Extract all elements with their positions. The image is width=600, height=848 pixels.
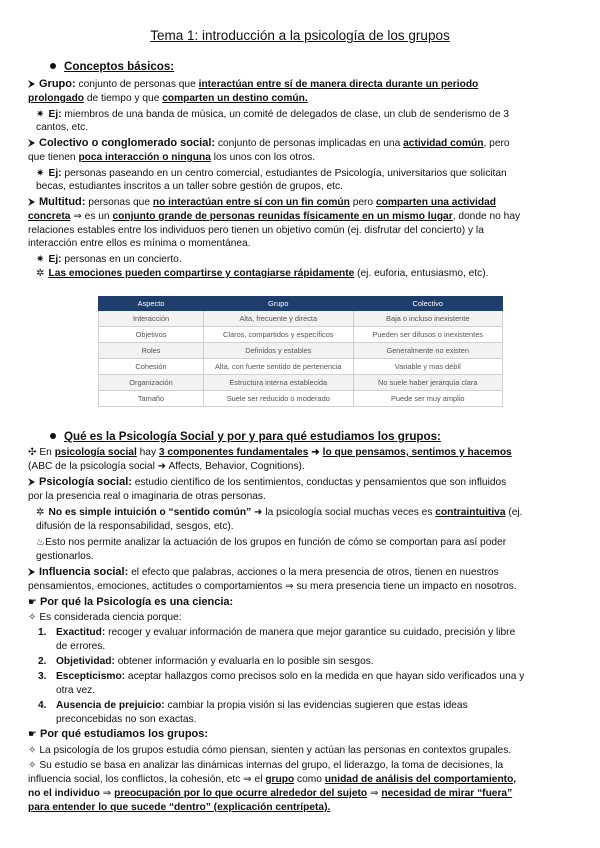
table-cell: Roles bbox=[99, 343, 204, 359]
no-sentido-comun-cont: difusión de la responsabilidad, sesgos, etc). bbox=[36, 521, 234, 532]
list-number: 4. bbox=[38, 700, 47, 711]
cross-icon: ✣ bbox=[28, 447, 37, 458]
arrow-bullet-icon bbox=[28, 80, 35, 88]
table-row bbox=[99, 327, 503, 343]
flame-icon: ♨ bbox=[36, 537, 46, 548]
influencia-social-cont: pensamientos, emociones, actitudes o comportamientos ⇒ su mera presencia tiene un impacto en nosotros. bbox=[28, 581, 517, 592]
arrow-bullet-icon bbox=[28, 478, 35, 486]
grupos-line-5: para entender lo que sucede “dentro” (explicación centrípeta). bbox=[28, 802, 331, 813]
subheading-por-que-ciencia: ☛ Por qué la Psicología es una ciencia: bbox=[28, 596, 234, 608]
table-cell: Suele ser reducido o moderado bbox=[204, 391, 353, 407]
asterisk-icon: ✷ bbox=[36, 109, 45, 120]
esto-permite-cont: gestionarlos. bbox=[36, 551, 94, 562]
list-item-exactitud-cont: de errores. bbox=[56, 641, 106, 652]
list-item-escepticismo: Escepticismo: aceptar hallazgos como precisos solo en la medida en que hayan sido verificados una y bbox=[56, 671, 525, 682]
list-number: 1. bbox=[38, 627, 47, 638]
page-title: Tema 1: introducción a la psicología de los grupos bbox=[150, 28, 450, 43]
table-cell: Puede ser muy amplio bbox=[353, 391, 503, 407]
multitud-definition-cont: concreta ⇒ es un conjunto grande de personas reunidas físicamente en un mismo lugar, donde no hay bbox=[28, 211, 521, 222]
table-cell: Estructura interna establecida bbox=[204, 375, 353, 391]
grupos-line-1: ✧ La psicología de los grupos estudia cómo piensan, sienten y actúan las personas en contextos grupales. bbox=[28, 745, 512, 756]
table-cell: Alta, con fuerte sentido de pertenencia bbox=[204, 359, 353, 375]
table-row bbox=[99, 311, 503, 327]
sparkle-icon: ✲ bbox=[36, 507, 45, 518]
psicologia-social-definition: Psicología social: estudio científico de los sentimientos, conductas y pensamientos que son influidos bbox=[28, 476, 576, 489]
subheading-por-que-grupos: ☛ Por qué estudiamos los grupos: bbox=[28, 728, 209, 740]
grupo-example-cont: cantos, etc. bbox=[36, 122, 89, 133]
multitud-line-4: interacción entre ellos es mínima o momentánea. bbox=[28, 238, 251, 249]
pointing-hand-icon: ☛ bbox=[28, 729, 38, 740]
list-item-exactitud: Exactitud: recoger y evaluar información de manera que mejor garantice su cuidado, precisión y libre bbox=[56, 627, 516, 638]
arrow-bullet-icon bbox=[28, 139, 35, 147]
table-cell: Variable y mas débil bbox=[353, 359, 503, 375]
table-cell: Interacción bbox=[99, 311, 204, 327]
table-cell: Organización bbox=[99, 375, 204, 391]
grupo-definition: Grupo: conjunto de personas que interactúan entre sí de manera directa durante un periodo bbox=[28, 78, 576, 91]
arrow-bullet-icon bbox=[28, 568, 35, 576]
esto-permite: ♨Esto nos permite analizar la actuación de los grupos en función de cómo se comportan para así poder bbox=[36, 537, 507, 548]
multitud-emotions: ✲ Las emociones pueden compartirse y contagiarse rápidamente (ej. euforia, entusiasmo, etc). bbox=[36, 268, 489, 279]
table-cell: Pueden ser difusos o inexistentes bbox=[353, 327, 503, 343]
bullet-icon bbox=[50, 63, 56, 69]
multitud-example: ✷ Ej: personas en un concierto. bbox=[36, 254, 182, 265]
grupos-line-3: influencia social, los conflictos, la cohesión, etc ⇒ el grupo como unidad de análisis del comportamiento, bbox=[28, 774, 517, 785]
grupos-line-4: no el individuo ⇒ preocupación por lo que ocurre alrededor del sujeto ⇒ necesidad de mirar “fuera” bbox=[28, 788, 513, 799]
asterisk-icon: ✷ bbox=[36, 168, 45, 179]
table-cell: Objetivos bbox=[99, 327, 204, 343]
table-cell: Alta, frecuente y directa bbox=[204, 311, 353, 327]
multitud-line-3: relaciones estables entre los individuos pero tienen un objetivo común (ej. disfrutar del concierto) y la bbox=[28, 225, 484, 236]
colectivo-example-cont: becas, estudiantes inscritos a un taller sobre gestión de grupos, etc. bbox=[36, 181, 343, 192]
table-cell: Claros, compartidos y específicos bbox=[204, 327, 353, 343]
list-item-escepticismo-cont: otra vez. bbox=[56, 685, 96, 696]
arrow-bullet-icon bbox=[28, 198, 35, 206]
table-cell: Definidos y estables bbox=[204, 343, 353, 359]
diamond-icon: ✧ bbox=[28, 760, 37, 771]
list-number: 2. bbox=[38, 656, 47, 667]
psicologia-social-definition-cont: por la presencia real o imaginaria de otras personas. bbox=[28, 491, 266, 502]
colectivo-definition: Colectivo o conglomerado social: conjunto de personas implicadas en una actividad común, pero bbox=[28, 137, 576, 150]
table-cell: Tamaño bbox=[99, 391, 204, 407]
list-item-ausencia-prejuicio: Ausencia de prejuicio: cambiar la propia visión si las evidencias sugieren que estas ideas bbox=[56, 700, 468, 711]
table-cell: Baja o incluso inexistente bbox=[353, 311, 503, 327]
diamond-icon: ✧ bbox=[28, 745, 37, 756]
abc-line: (ABC de la psicología social ➜ Affects, Behavior, Cognitions). bbox=[28, 461, 305, 472]
colectivo-example: ✷ Ej: personas paseando en un centro comercial, estudiantes de Psicología, universitarios que solicitan bbox=[36, 168, 507, 179]
table-header-cell: Colectivo bbox=[353, 297, 503, 311]
multitud-definition: Multitud: personas que no interactúan entre sí con un fin común pero comparten una actividad bbox=[28, 196, 576, 209]
grupos-line-2: ✧ Su estudio se basa en analizar las dinámicas internas del grupo, el liderazgo, la toma de decisiones, la bbox=[28, 760, 504, 771]
bullet-icon bbox=[50, 433, 56, 439]
sparkle-icon: ✲ bbox=[36, 268, 45, 279]
section-heading-conceptos: Conceptos básicos: bbox=[50, 60, 598, 73]
comparison-table bbox=[98, 296, 503, 407]
pointing-hand-icon: ☛ bbox=[28, 597, 38, 608]
table-row bbox=[99, 359, 503, 375]
grupo-example: ✷ Ej: miembros de una banda de música, un comité de delegados de clase, un club de senderismo de 3 bbox=[36, 109, 509, 120]
diamond-icon: ✧ bbox=[28, 612, 37, 623]
list-item-objetividad: Objetividad: obtener información y evaluarla en lo posible sin sesgos. bbox=[56, 656, 374, 667]
influencia-social-definition: Influencia social: el efecto que palabras, acciones o la mera presencia de otros, tienen en nuestros bbox=[28, 566, 576, 579]
grupo-definition-cont: prolongado de tiempo y que comparten un destino común. bbox=[28, 93, 308, 104]
list-item-ausencia-prejuicio-cont: preconcebidas no son exactas. bbox=[56, 714, 197, 725]
list-number: 3. bbox=[38, 671, 47, 682]
table-header-cell: Grupo bbox=[204, 297, 353, 311]
table-header-cell: Aspecto bbox=[99, 297, 204, 311]
considerada-ciencia: ✧ Es considerada ciencia porque: bbox=[28, 612, 182, 623]
colectivo-definition-cont: que tienen poca interacción o ninguna los unos con los otros. bbox=[28, 152, 316, 163]
componentes-line: ✣ En psicología social hay 3 componentes fundamentales ➜ lo que pensamos, sentimos y hacemos bbox=[28, 447, 512, 458]
no-sentido-comun: ✲ No es simple intuición o “sentido común” ➜ la psicología social muchas veces es contraintuitiva (ej. bbox=[36, 507, 523, 518]
table-cell: Cohesión bbox=[99, 359, 204, 375]
table-row bbox=[99, 391, 503, 407]
table-header-row bbox=[99, 297, 503, 311]
table-cell: Generalmente no existen bbox=[353, 343, 503, 359]
table-row bbox=[99, 375, 503, 391]
section-heading-psicologia-social: Qué es la Psicología Social y por y para qué estudiamos los grupos: bbox=[50, 430, 598, 443]
table-cell: No suele haber jerarquía clara bbox=[353, 375, 503, 391]
table-row bbox=[99, 343, 503, 359]
asterisk-icon: ✷ bbox=[36, 254, 45, 265]
